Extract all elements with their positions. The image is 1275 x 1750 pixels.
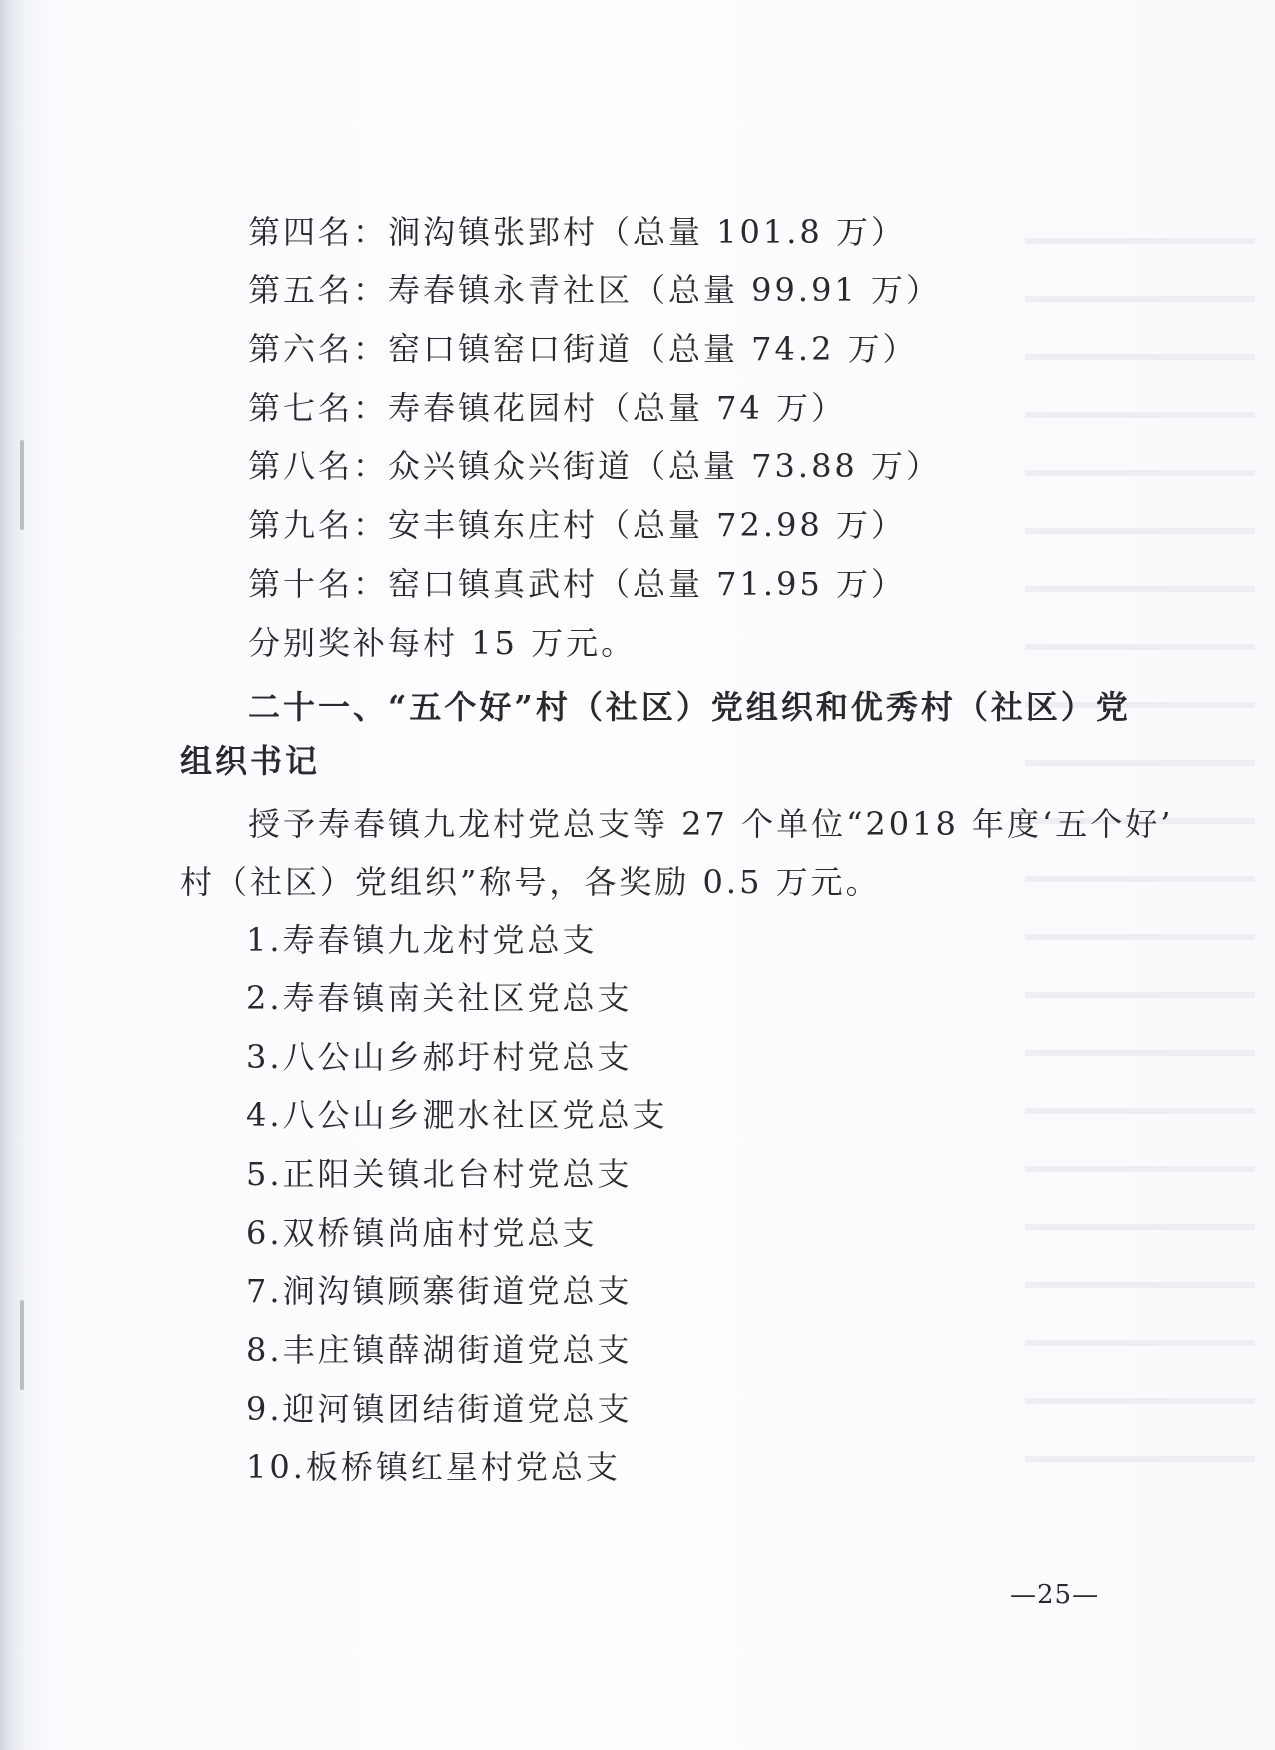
ranking-line-8: 第八名：众兴镇众兴街道（总量 73.88 万） (248, 447, 941, 485)
section-heading-continued: 组织书记 (180, 742, 321, 780)
award-paragraph: 授予寿春镇九龙村党总支等 27 个单位“2018 年度‘五个好’ (248, 805, 1174, 843)
list-item: 6.双桥镇尚庙村党总支 (246, 1214, 598, 1252)
award-paragraph-continued: 村（社区）党组织”称号，各奖励 0.5 万元。 (180, 863, 881, 901)
list-item: 2.寿春镇南关社区党总支 (246, 979, 633, 1017)
subsidy-line: 分别奖补每村 15 万元。 (248, 624, 637, 662)
ranking-line-9: 第九名：安丰镇东庄村（总量 72.98 万） (248, 506, 906, 544)
ranking-line-5: 第五名：寿春镇永青社区（总量 99.91 万） (248, 271, 941, 309)
ranking-line-6: 第六名：窑口镇窑口街道（总量 74.2 万） (248, 330, 918, 368)
list-item: 4.八公山乡淝水社区党总支 (246, 1096, 668, 1134)
list-item: 7.涧沟镇顾寨街道党总支 (246, 1272, 633, 1310)
section-heading: 二十一、“五个好”村（社区）党组织和优秀村（社区）党 (248, 688, 1131, 726)
list-item: 1.寿春镇九龙村党总支 (246, 921, 598, 959)
list-item: 9.迎河镇团结街道党总支 (246, 1390, 633, 1428)
list-item: 10.板桥镇红星村党总支 (246, 1448, 621, 1486)
ranking-line-4: 第四名：涧沟镇张郢村（总量 101.8 万） (248, 213, 906, 251)
page-number: —25— (1010, 1580, 1100, 1610)
ranking-line-7: 第七名：寿春镇花园村（总量 74 万） (248, 389, 847, 427)
list-item: 3.八公山乡郝圩村党总支 (246, 1038, 633, 1076)
list-item: 5.正阳关镇北台村党总支 (246, 1155, 633, 1193)
ranking-line-10: 第十名：窑口镇真武村（总量 71.95 万） (248, 565, 906, 603)
list-item: 8.丰庄镇薛湖街道党总支 (246, 1331, 633, 1369)
